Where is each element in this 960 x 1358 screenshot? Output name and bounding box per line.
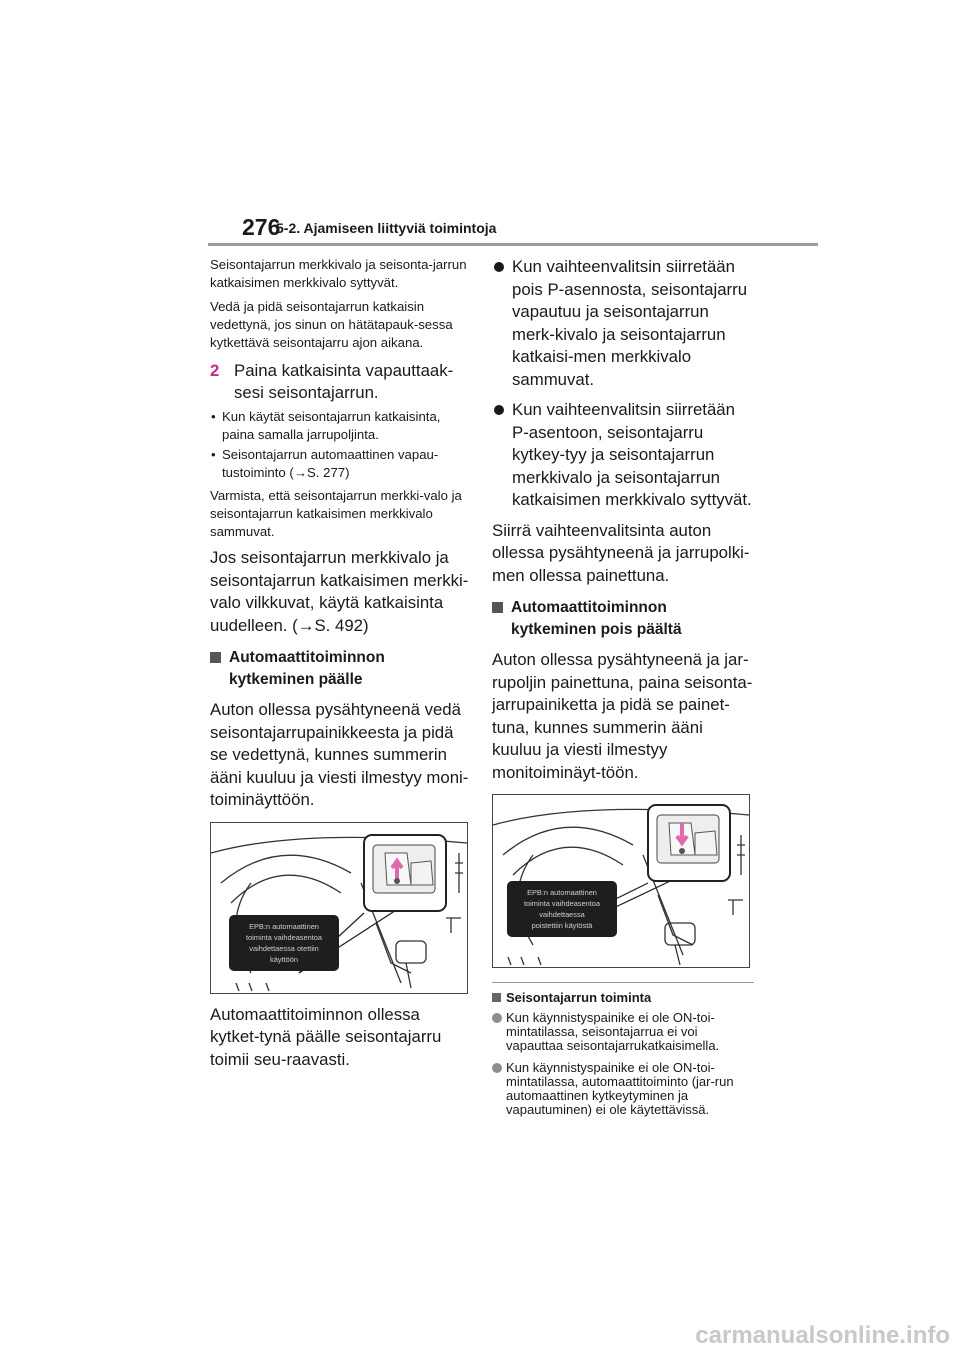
- display-line: vaihdettaessa otettiin: [249, 943, 319, 953]
- list-item-text: Kun käynnistyspainike ei ole ON-toi-mintatilassa, seisontajarrua ei voi vapauttaa seisontajarrukatkaisimella.: [506, 1010, 720, 1053]
- info-divider: [492, 982, 754, 983]
- list-item: [492, 1011, 754, 1053]
- display-line: toiminta vaihdeasentoa: [245, 932, 322, 942]
- display-line: toiminta vaihdeasentoa: [523, 899, 600, 908]
- watermark: carmanualsonline.info: [695, 1322, 950, 1349]
- display-line: poistettiin käytöstä: [531, 921, 593, 930]
- paragraph: Seisontajarrun merkkivalo ja seisonta-jarrun katkaisimen merkkivalo syttyvät.: [210, 257, 467, 290]
- display-message: [229, 915, 339, 971]
- info-list: [492, 1011, 754, 1117]
- right-column: [492, 256, 754, 1125]
- list-item-text: Kun vaihteenvalitsin siirretään pois P-asennosta, seisontajarru vapautuu ja seisontajarrun merk-kivalo ja seisontajarrun katkaisi-men merkkivalo sammuvat.: [512, 257, 748, 389]
- paragraph: Jos seisontajarrun merkkivalo ja seisontajarrun katkaisimen merkki-valo vilkkuvat, käytä katkaisinta uudelleen. (→S. 492): [210, 548, 469, 635]
- left-column: [210, 256, 472, 1081]
- list-item-text: Kun käynnistyspainike ei ole ON-toi-mintatilassa, automaattitoiminto (jar-run automaattinen kytkeytyminen ja vapautuminen) ei ole käytettävissä.: [506, 1060, 734, 1117]
- square-bullet-icon: [210, 652, 221, 663]
- figure-auto-off: [492, 794, 750, 968]
- header-rule: [208, 243, 818, 246]
- subheading-text: Automaattitoiminnon kytkeminen päälle: [229, 649, 385, 688]
- list-item: [492, 399, 754, 512]
- step-number: 2: [210, 361, 220, 380]
- display-line: EPB:n automaattinen: [249, 921, 319, 931]
- dot-bullet-icon: [494, 405, 504, 415]
- display-line: käyttöön: [270, 954, 298, 964]
- paragraph: Vedä ja pidä seisontajarrun katkaisin vedettynä, jos sinun on hätätapauk-sessa kytkettävä seisontajarru ajon aikana.: [210, 299, 453, 350]
- display-message: [507, 881, 617, 937]
- section-title: 5-2. Ajamiseen liittyviä toimintoja: [276, 220, 497, 236]
- page-number: 276: [242, 214, 281, 240]
- subheading-auto-on: [210, 647, 472, 691]
- display-line: vaihdettaessa: [539, 910, 585, 919]
- behavior-list: [492, 256, 754, 512]
- paragraph: Auton ollessa pysähtyneenä vedä seisontajarrupainikkeesta ja pidä se vedettynä, kunnes summerin ääni kuuluu ja viesti ilmestyy moni-toiminäyttöön.: [210, 700, 469, 809]
- display-line: EPB:n automaattinen: [527, 888, 597, 897]
- list-item: • Kun käytät seisontajarrun katkaisinta, paina samalla jarrupoljinta.: [210, 408, 472, 443]
- list-item: [492, 256, 754, 391]
- list-item: • Seisontajarrun automaattinen vapau-tustoiminto (→S. 277): [210, 446, 472, 481]
- info-heading: [492, 989, 754, 1007]
- step-2: [210, 360, 472, 404]
- dot-bullet-icon: [494, 262, 504, 272]
- square-bullet-icon: [492, 993, 501, 1002]
- info-heading-text: Seisontajarrun toiminta: [506, 990, 652, 1005]
- subheading-text: Automaattitoiminnon kytkeminen pois päältä: [511, 599, 682, 638]
- figure-auto-on: [210, 822, 468, 994]
- paragraph: Auton ollessa pysähtyneenä ja jar-rupoljin painettuna, paina seisonta-jarrupainiketta ja pidä se painet-tuna, kunnes summerin ääni kuuluu ja viesti ilmestyy monitoiminäyt-töön.: [492, 650, 753, 782]
- square-bullet-icon: [492, 602, 503, 613]
- list-item-text: Kun vaihteenvalitsin siirretään P-asentoon, seisontajarru kytkey-tyy ja seisontajarrun merkkivalo ja seisontajarrun katkaisimen merkkivalo syttyvät.: [512, 400, 752, 509]
- paragraph: Automaattitoiminnon ollessa kytket-tynä päälle seisontajarru toimii seu-raavasti.: [210, 1004, 442, 1069]
- step-text: Paina katkaisinta vapauttaak-sesi seisontajarrun.: [234, 361, 454, 402]
- note-list: [210, 408, 472, 481]
- subheading-auto-off: [492, 597, 754, 641]
- paragraph: Siirrä vaihteenvalitsinta auton ollessa pysähtyneenä ja jarrupolki-men ollessa painettuna.: [492, 520, 750, 585]
- paragraph: Varmista, että seisontajarrun merkki-valo ja seisontajarrun katkaisimen merkkivalo sammuvat.: [210, 488, 462, 539]
- dot-bullet-icon: [492, 1063, 502, 1073]
- list-item: [492, 1061, 754, 1117]
- dot-bullet-icon: [492, 1013, 502, 1023]
